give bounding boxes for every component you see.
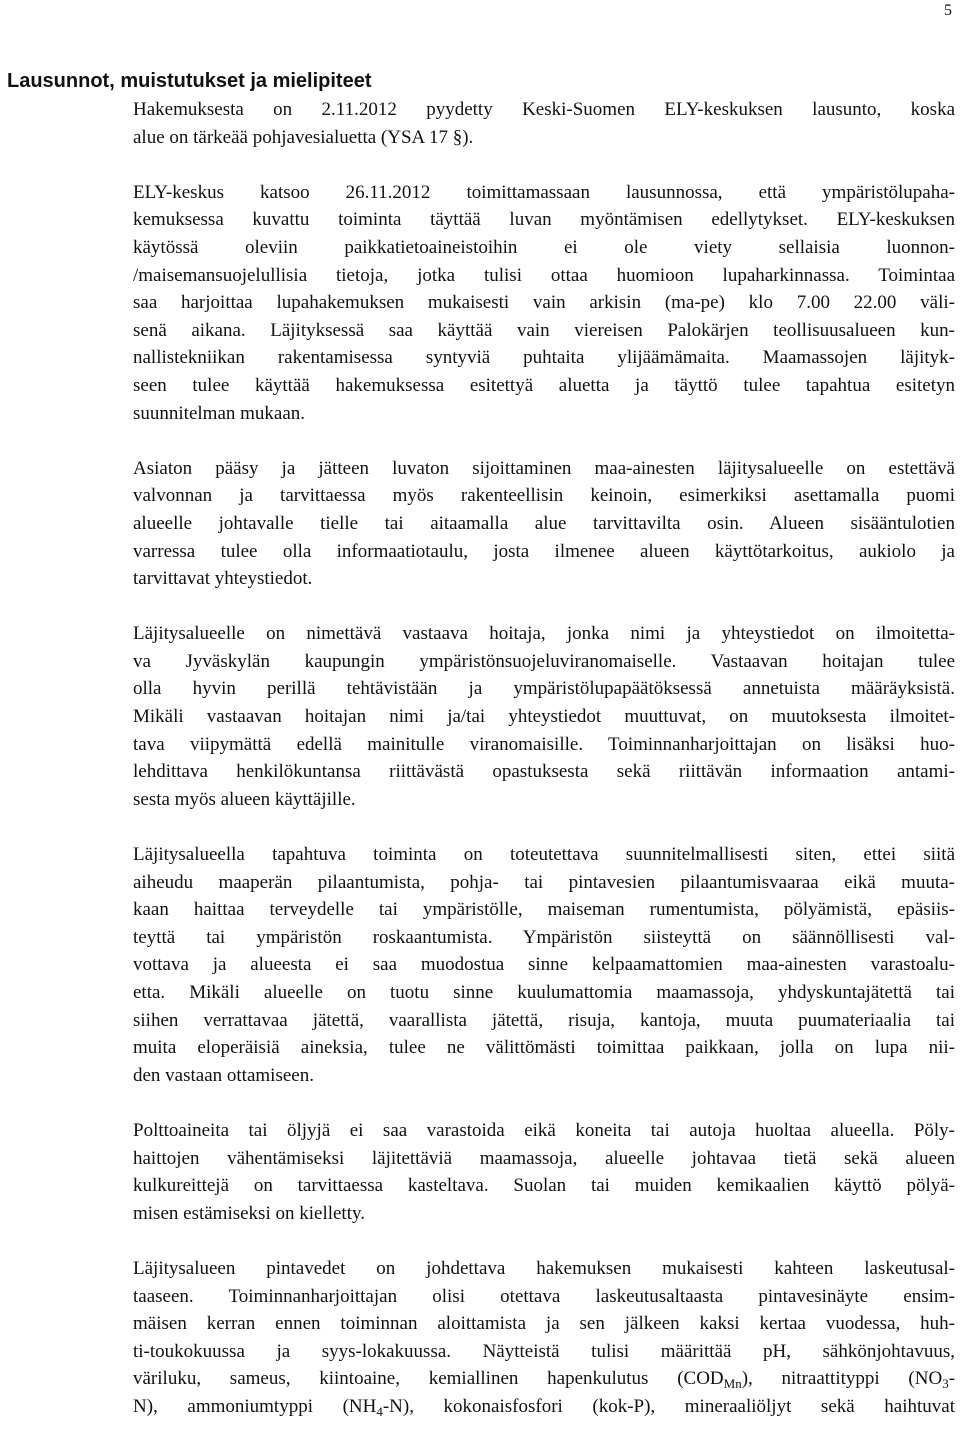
section-heading: Lausunnot, muistutukset ja mielipiteet	[7, 70, 372, 92]
text-line: Hakemuksesta on 2.11.2012 pyydetty Keski-Suomen ELY-keskuksen lausunto, koska	[133, 99, 955, 120]
text-line: Läjitysalueelle on nimettävä vastaava hoitaja, jonka nimi ja yhteystiedot on ilmoitetta-	[133, 623, 955, 645]
document-body	[133, 96, 955, 1421]
text-run: -N), kokonaisfosfori (kok-P), mineraaliöljyt sekä haihtuvat	[382, 1395, 955, 1417]
text-line: senä aikana. Läjityksessä saa käyttää vain viereisen Palokärjen teollisuusalueen kun-	[133, 319, 955, 341]
text-run: -	[948, 1368, 956, 1390]
text-line: taaseen. Toiminnanharjoittajan olisi otettava laskeutusaltaasta pintavesinäyte ensim-	[133, 1285, 955, 1307]
text-line: kemuksessa kuvattu toiminta täyttää luvan myöntämisen edellytykset. ELY-keskuksen	[133, 209, 955, 231]
text-line: Läjitysalueella tapahtuva toiminta on toteutettava suunnitelmallisesti siten, ettei siitä	[133, 844, 955, 866]
text-line: tava viipymättä edellä mainitulle viranomaisille. Toiminnanharjoittajan on lisäksi huo-	[133, 733, 955, 755]
text-line: ELY-keskus katsoo 26.11.2012 toimittamassaan lausunnossa, että ympäristölupaha-	[133, 181, 955, 203]
text-line: saa harjoittaa lupahakemuksen mukaisesti vain arkisin (ma-pe) klo 7.00 22.00 väli-	[133, 292, 955, 314]
text-line: kaan haittaa terveydelle tai ympäristölle, maiseman rumentumista, pölyämistä, epäsiis-	[133, 899, 955, 921]
text-line: olla hyvin perillä tehtävistään ja ympäristölupapäätöksessä annetuista määräyksistä.	[133, 678, 955, 700]
page-number: 5	[944, 2, 952, 19]
paragraph-7	[133, 1255, 955, 1421]
text-run: ), nitraattityppi (NO	[741, 1368, 943, 1390]
text-line: /maisemansuojelullisia tietoja, jotka tulisi ottaa huomioon lupaharkinnassa. Toimintaa	[133, 264, 955, 286]
text-line: varressa tulee olla informaatiotaulu, josta ilmenee alueen käyttötarkoitus, aukiolo ja	[133, 540, 955, 562]
text-line: vottava ja alueesta ei saa muodostua sinne kelpaamattomien maa-ainesten varastoalu-	[133, 954, 955, 976]
text-line: nallistekniikan rakentamisessa syntyviä puhtaita ylijäämämaita. Maamassojen läjityk-	[133, 347, 955, 369]
text-line: valvonnan ja tarvittaessa myös rakenteellisin keinoin, esimerkiksi asettamalla puomi	[133, 485, 955, 507]
text-line: muita eloperäisiä aineksia, tulee ne välittömästi toimittaa paikkaan, jolla on lupa nii-	[133, 1037, 955, 1059]
text-line: lehdittava henkilökuntansa riittävästä opastuksesta sekä riittävän informaation antami-	[133, 761, 955, 783]
text-line: siihen verrattavaa jätettä, vaarallista jätettä, risuja, kantoja, muuta puumateriaalia tai	[133, 1009, 955, 1031]
subscript: Mn	[723, 1376, 742, 1392]
subscript: 4	[376, 1403, 383, 1419]
text-line: teyttä tai ympäristön roskaantumista. Ympäristön siisteyttä on säännöllisesti val-	[133, 926, 955, 948]
text-line-with-subscripts	[133, 1393, 955, 1421]
text-line: alueelle johtavalle tielle tai aitaamalla alue tarvittavilta osin. Alueen sisääntulotien	[133, 512, 955, 534]
paragraph-3	[133, 455, 955, 593]
text-line: suunnitelman mukaan.	[133, 402, 306, 424]
text-line: alue on tärkeää pohjavesialuetta (YSA 17 §).	[133, 126, 474, 148]
text-line: haittojen vähentämiseksi läjitettäviä maamassoja, alueelle johtavaa tietä sekä alueen	[133, 1147, 955, 1169]
text-line: Läjitysalueen pintavedet on johdettava hakemuksen mukaisesti kahteen laskeutusal-	[133, 1257, 955, 1279]
text-line: käytössä oleviin paikkatietoaineistoihin ei ole viety sellaisia luonnon-	[133, 236, 955, 258]
paragraph-1	[133, 96, 955, 151]
text-run: N), ammoniumtyppi (NH	[133, 1395, 377, 1417]
text-line: sesta myös alueen käyttäjille.	[133, 788, 356, 810]
paragraph-4	[133, 620, 955, 813]
text-line: Asiaton pääsy ja jätteen luvaton sijoittaminen maa-ainesten läjitysalueelle on estettävä	[133, 457, 955, 479]
paragraph-6	[133, 1117, 955, 1227]
text-line: Polttoaineita tai öljyjä ei saa varastoida eikä koneita tai autoja huoltaa alueella. Pöly-	[133, 1119, 955, 1141]
text-line: mäisen kerran ennen toiminnan aloittamista ja sen jälkeen kaksi kertaa vuodessa, huh-	[133, 1313, 955, 1335]
text-line: seen tulee käyttää hakemuksessa esitettyä aluetta ja täyttö tulee tapahtua esitetyn	[133, 374, 955, 396]
paragraph-2	[133, 179, 955, 427]
text-line: kulkureittejä on tarvittaessa kasteltava. Suolan tai muiden kemikaalien käyttö pölyä-	[133, 1175, 955, 1197]
text-line: va Jyväskylän kaupungin ympäristönsuojeluviranomaiselle. Vastaavan hoitajan tulee	[133, 650, 955, 672]
text-line: etta. Mikäli alueelle on tuotu sinne kuulumattomia maamassoja, yhdyskuntajätettä tai	[133, 982, 955, 1003]
text-line: ti-toukokuussa ja syys-lokakuussa. Näytteistä tulisi määrittää pH, sähkönjohtavuus,	[133, 1340, 955, 1362]
text-line: tarvittavat yhteystiedot.	[133, 568, 313, 590]
text-line: Mikäli vastaavan hoitajan nimi ja/tai yhteystiedot muuttuvat, on muutoksesta ilmoitet-	[133, 706, 955, 728]
text-line-with-subscripts	[133, 1365, 955, 1393]
text-run: väriluku, sameus, kiintoaine, kemiallinen hapenkulutus (COD	[133, 1368, 724, 1390]
subscript: 3	[942, 1376, 949, 1392]
text-line: aiheudu maaperän pilaantumista, pohja- tai pintavesien pilaantumisvaaraa eikä muuta-	[133, 871, 955, 893]
text-line: misen estämiseksi on kielletty.	[133, 1202, 366, 1224]
paragraph-5	[133, 841, 955, 1089]
text-line: den vastaan ottamiseen.	[133, 1064, 314, 1086]
